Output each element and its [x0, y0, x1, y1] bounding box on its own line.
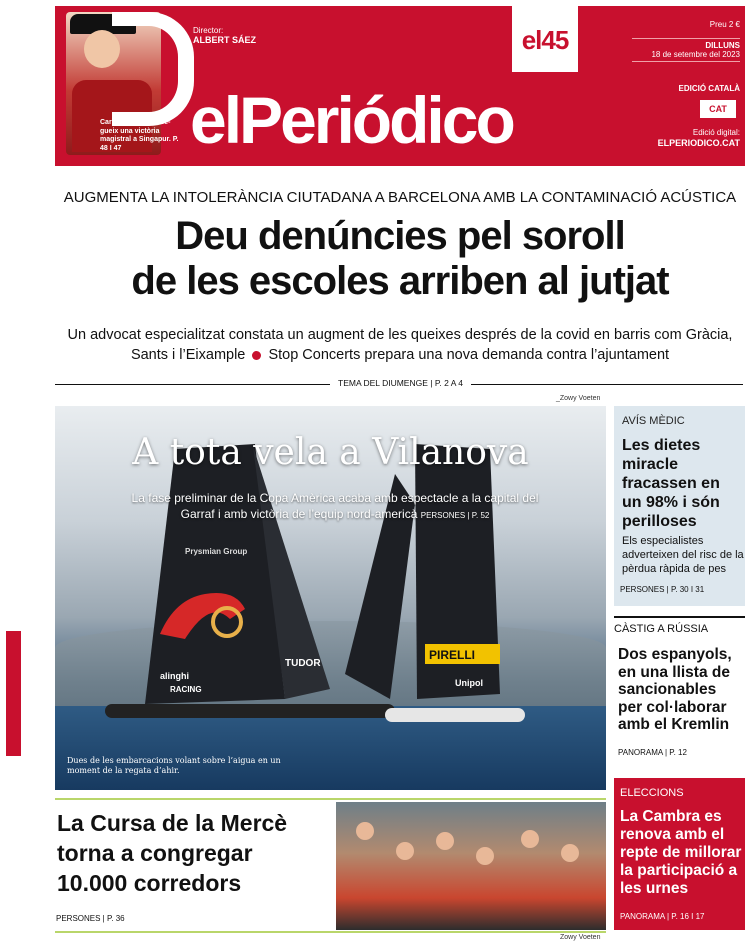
headline-line-2: de les escoles arriben al jutjat [131, 259, 669, 303]
story-title: La Cambra es renova amb el repte de millorar la participació a les urnes [620, 808, 742, 897]
digital-edition-link[interactable]: ELPERIODICO.CAT [657, 138, 740, 148]
runner [521, 830, 539, 848]
boat-hull-2 [385, 708, 525, 722]
el45-logo[interactable]: el45 [512, 6, 578, 72]
story-tag: CÀSTIG A RÚSSIA [614, 623, 709, 635]
main-photo[interactable] [55, 406, 606, 790]
subhead-line-2 [55, 345, 745, 365]
issue-date-text: 18 de setembre del 2023 [651, 50, 740, 59]
edition-label: EDICIÓ CATALÀ [678, 84, 740, 93]
subhead-line-2b: Stop Concerts prepara una nova demanda contra l’ajuntament [268, 347, 670, 363]
language-cat-button[interactable]: CAT [700, 100, 736, 118]
cursa-source: PERSONES | P. 36 [56, 914, 125, 923]
sidebar-story-medical[interactable] [614, 406, 745, 606]
story-tag: AVÍS MÈDIC [622, 415, 685, 427]
lead-headline[interactable] [55, 214, 745, 304]
runner [476, 847, 494, 865]
lead-subhead [55, 325, 745, 365]
story-source: PERSONES | P. 30 I 31 [620, 585, 705, 594]
tema-reference[interactable]: TEMA DEL DIUMENGE | P. 2 A 4 [330, 378, 471, 388]
director-label: Director: [193, 26, 224, 35]
photo-title: A tota vela a Vilanova [132, 432, 529, 473]
sail-label-unipol: Unipol [455, 678, 483, 688]
runner [396, 842, 414, 860]
photo-note: Dues de les embarcacions volant sobre l’aigua en un moment de la regata d’ahir. [67, 756, 281, 775]
sidebar-story-russia[interactable] [614, 616, 745, 766]
sailboat-1-icon [135, 434, 335, 719]
cursa-photo[interactable] [336, 802, 606, 930]
photo-caption: Carlos Sainz aconse-gueix una victòria magistral a Singapur. P. 48 I 47 [100, 119, 179, 152]
subhead-line-1: Un advocat especialitzat constata un augment de les queixes després de la covid en barris com Gràcia, [67, 327, 733, 343]
story-title: Les dietes miracle fracassen en un 98% i són perilloses [622, 437, 720, 530]
sailboat-2-icon [345, 434, 555, 719]
sail-label-alinghi: alinghi [160, 671, 189, 681]
photo-credit: _Zowy Voeten [556, 395, 601, 402]
red-accent-bar [6, 631, 21, 756]
sail-label-prysmian: Prysmian Group [185, 547, 248, 556]
digital-edition-label: Edició digital: [692, 128, 740, 137]
subhead-line-2a: Sants i l’Eixample [130, 347, 246, 363]
headline-line-1: Deu denúncies pel soroll [175, 214, 625, 258]
story-source: PANORAMA | P. 16 I 17 [620, 912, 705, 921]
divider [55, 931, 606, 933]
bullet-icon [252, 351, 261, 360]
runner [356, 822, 374, 840]
issue-date [632, 38, 740, 62]
sail-label-pirelli: PIRELLI [429, 648, 476, 662]
logo-p-outline [112, 12, 194, 126]
cursa-headline[interactable]: La Cursa de la Mercè torna a congregar 10.000 corredors [57, 810, 288, 896]
divider [55, 798, 606, 800]
newspaper-logo[interactable]: elPeriódico [190, 83, 513, 157]
story-desc: Els especialistes adverteixen del risc de la pèrdua ràpida de pes [622, 535, 744, 575]
photo-section-ref[interactable]: PERSONES | P. 52 [420, 511, 490, 520]
issue-day: DILLUNS [705, 41, 740, 50]
divider [614, 616, 745, 618]
cursa-photo-credit: Zowy Voeten [560, 934, 601, 941]
sail-label-racing: RACING [170, 685, 202, 694]
story-tag: ELECCIONS [620, 787, 684, 799]
price: Preu 2 € [709, 20, 740, 29]
director-name: ALBERT SÁEZ [193, 35, 256, 45]
boat-hull-1 [105, 704, 395, 718]
sail-label-tudor: TUDOR [285, 658, 321, 669]
lead-kicker: AUGMENTA LA INTOLERÀNCIA CIUTADANA A BARCELONA AMB LA CONTAMINACIÓ ACÚSTICA [63, 189, 737, 206]
story-source: PANORAMA | P. 12 [618, 748, 687, 757]
photo-subtitle [115, 490, 555, 524]
runner [436, 832, 454, 850]
sidebar-story-elections[interactable] [614, 778, 745, 930]
story-title: Dos espanyols, en una llista de sancionables per col·laborar amb el Kremlin [618, 646, 732, 733]
runner [561, 844, 579, 862]
photo-subtitle-text: La fase preliminar de la Copa Amèrica acaba amb espectacle a la capital del Garraf i amb victòria de l’equip nord-americà [131, 491, 539, 521]
